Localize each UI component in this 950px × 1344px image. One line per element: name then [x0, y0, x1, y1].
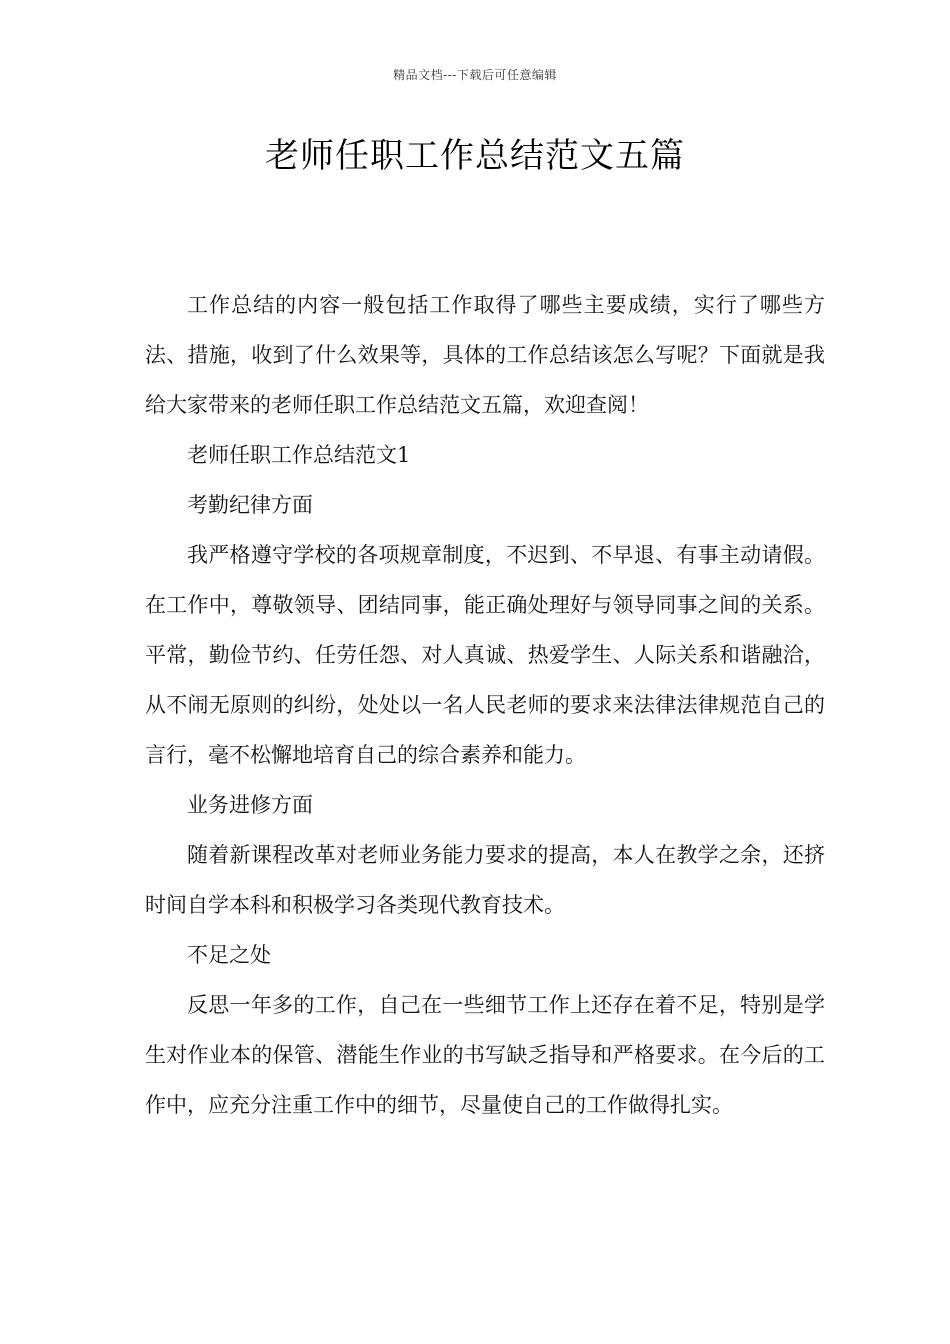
subsection-heading: 业务进修方面	[187, 793, 313, 817]
document-body	[145, 280, 825, 1130]
body-paragraph: 反思一年多的工作，自己在一些细节工作上还存在着不足，特别是学生对作业本的保管、潜能生作业的书写缺乏指导和严格要求。在今后的工作中，应充分注重工作中的细节，尽量使自己的工作做得扎实。	[145, 993, 825, 1117]
intro-paragraph: 工作总结的内容一般包括工作取得了哪些主要成绩，实行了哪些方法、措施，收到了什么效果等，具体的工作总结该怎么写呢？下面就是我给大家带来的老师任职工作总结范文五篇，欢迎查阅！	[145, 293, 825, 417]
body-paragraph: 我严格遵守学校的各项规章制度，不迟到、不早退、有事主动请假。在工作中，尊敬领导、团结同事，能正确处理好与领导同事之间的关系。平常，勤俭节约、任劳任怨、对人真诚、热爱学生、人际关系和谐融洽，从不闹无原则的纠纷，处处以一名人民老师的要求来法律法律规范自己的言行，毫不松懈地培育自己的综合素养和能力。	[145, 543, 825, 767]
section-heading: 老师任职工作总结范文1	[187, 443, 411, 467]
body-paragraph: 随着新课程改革对老师业务能力要求的提高，本人在教学之余，还挤时间自学本科和积极学习各类现代教育技术。	[145, 843, 825, 917]
page-header-note: 精品文档---下载后可任意编辑	[393, 68, 557, 82]
document-title: 老师任职工作总结范文五篇	[265, 136, 685, 176]
subsection-heading: 不足之处	[187, 943, 271, 967]
subsection-heading: 考勤纪律方面	[187, 493, 313, 517]
